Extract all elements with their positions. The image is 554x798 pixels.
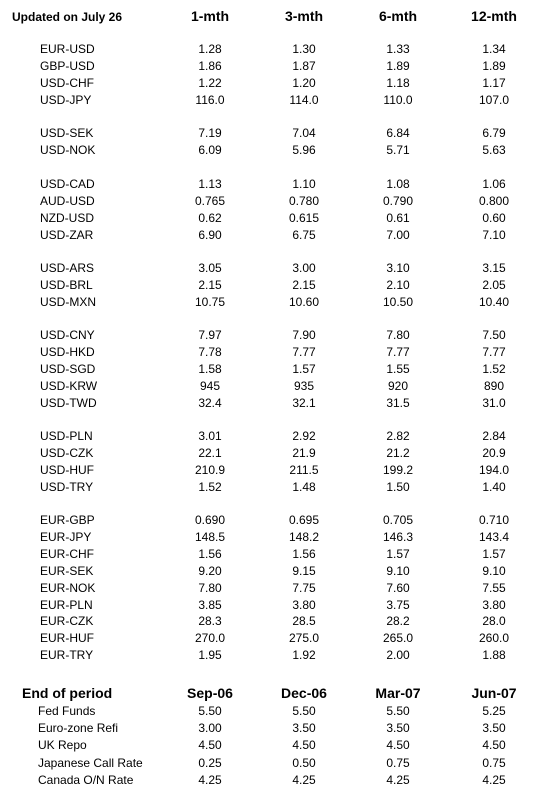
currency-pair-label: GBP-USD bbox=[40, 58, 95, 73]
forecast-value: 3.80 bbox=[292, 597, 316, 612]
currency-row bbox=[0, 228, 554, 245]
forecast-value: 3.85 bbox=[198, 597, 222, 612]
forecast-value: 1.57 bbox=[386, 546, 410, 561]
forecast-value: 1.86 bbox=[198, 58, 222, 73]
forecast-value: 1.10 bbox=[292, 177, 316, 191]
policy-rate-row bbox=[0, 756, 554, 773]
currency-row bbox=[0, 261, 554, 278]
currency-row bbox=[0, 564, 554, 581]
forecast-value: 1.34 bbox=[482, 42, 506, 56]
currency-pair-label: EUR-USD bbox=[40, 42, 95, 56]
currency-pair-label: EUR-PLN bbox=[40, 597, 93, 612]
forecast-value: 1.52 bbox=[482, 361, 506, 376]
forecast-value: 1.17 bbox=[482, 75, 506, 90]
forecast-value: 1.88 bbox=[482, 648, 506, 663]
policy-rate-row bbox=[0, 738, 554, 755]
forecast-value: 0.615 bbox=[288, 210, 320, 225]
forecast-value: 194.0 bbox=[478, 462, 510, 477]
currency-row bbox=[0, 480, 554, 497]
eop-column-header-1: Sep-06 bbox=[187, 685, 233, 701]
forecast-value: 6.90 bbox=[198, 227, 222, 242]
currency-pair-label: USD-CZK bbox=[40, 445, 94, 460]
policy-rate-value: 5.50 bbox=[386, 704, 410, 718]
policy-rate-value: 4.50 bbox=[198, 738, 222, 753]
policy-rate-value: 5.50 bbox=[198, 704, 222, 718]
currency-row bbox=[0, 547, 554, 564]
forecast-value: 2.00 bbox=[386, 648, 410, 663]
forecast-value: 114.0 bbox=[289, 92, 319, 107]
forecast-value: 146.3 bbox=[382, 529, 414, 544]
forecast-value: 270.0 bbox=[194, 631, 226, 646]
forecast-header-row bbox=[0, 8, 554, 28]
forecast-value: 265.0 bbox=[382, 631, 414, 646]
forecast-value: 7.55 bbox=[482, 580, 506, 595]
currency-row bbox=[0, 446, 554, 463]
currency-pair-label: USD-CNY bbox=[40, 328, 95, 342]
currency-row bbox=[0, 194, 554, 211]
policy-rate-value: 0.25 bbox=[198, 755, 222, 770]
forecast-value: 935 bbox=[293, 378, 315, 393]
policy-rate-label: Canada O/N Rate bbox=[38, 772, 134, 787]
forecast-value: 21.2 bbox=[386, 445, 410, 460]
currency-row bbox=[0, 76, 554, 93]
forecast-value: 2.15 bbox=[292, 277, 316, 292]
currency-pair-label: NZD-USD bbox=[40, 210, 94, 225]
forecast-value: 31.0 bbox=[482, 395, 506, 410]
forecast-value: 7.10 bbox=[482, 227, 506, 242]
forecast-value: 3.80 bbox=[482, 597, 506, 612]
forecast-value: 5.71 bbox=[386, 142, 410, 157]
forecast-value: 2.05 bbox=[482, 277, 506, 292]
forecast-value: 210.9 bbox=[194, 462, 226, 477]
currency-row bbox=[0, 530, 554, 547]
currency-row bbox=[0, 59, 554, 76]
forecast-value: 0.800 bbox=[478, 193, 510, 208]
currency-pair-label: USD-JPY bbox=[40, 92, 92, 107]
forecast-value: 260.0 bbox=[478, 631, 510, 646]
forecast-value: 0.765 bbox=[194, 193, 226, 208]
currency-row bbox=[0, 396, 554, 413]
forecast-value: 32.4 bbox=[198, 395, 222, 410]
currency-pair-label: USD-TWD bbox=[40, 395, 97, 410]
forecast-value: 10.40 bbox=[478, 294, 510, 309]
forecast-value: 7.80 bbox=[198, 580, 222, 595]
forecast-value: 116.0 bbox=[195, 92, 225, 107]
currency-row bbox=[0, 93, 554, 110]
forecast-value: 107.0 bbox=[478, 92, 510, 107]
currency-row bbox=[0, 648, 554, 665]
policy-rate-value: 4.25 bbox=[386, 772, 410, 787]
currency-pair-label: USD-CAD bbox=[40, 177, 95, 191]
forecast-value: 1.40 bbox=[482, 479, 506, 494]
policy-rate-value: 0.75 bbox=[482, 755, 506, 770]
currency-pair-label: AUD-USD bbox=[40, 193, 95, 208]
forecast-value: 1.58 bbox=[198, 361, 222, 376]
forecast-value: 10.60 bbox=[288, 294, 320, 309]
policy-rate-value: 3.50 bbox=[292, 721, 316, 736]
forecast-value: 6.84 bbox=[386, 126, 410, 140]
forecast-value: 2.10 bbox=[386, 277, 410, 292]
forecast-value: 0.62 bbox=[198, 210, 222, 225]
forecast-value: 6.79 bbox=[482, 126, 506, 140]
policy-rate-value: 4.25 bbox=[292, 772, 316, 787]
forecast-value: 0.690 bbox=[194, 513, 226, 527]
currency-row bbox=[0, 177, 554, 194]
eop-column-header-4: Jun-07 bbox=[471, 685, 517, 701]
forecast-value: 22.1 bbox=[198, 445, 222, 460]
forecast-value: 920 bbox=[387, 378, 409, 393]
forecast-value: 1.48 bbox=[292, 479, 316, 494]
policy-rate-row bbox=[0, 773, 554, 790]
forecast-value: 1.33 bbox=[386, 42, 410, 56]
policy-rate-value: 5.50 bbox=[292, 704, 316, 718]
forecast-value: 1.56 bbox=[198, 546, 222, 561]
forecast-value: 7.97 bbox=[198, 328, 222, 342]
column-header-6-mth: 6-mth bbox=[378, 8, 418, 24]
forecast-value: 0.705 bbox=[382, 513, 414, 527]
forecast-value: 3.10 bbox=[386, 261, 410, 275]
forecast-value: 7.78 bbox=[198, 344, 222, 359]
forecast-value: 20.9 bbox=[482, 445, 506, 460]
forecast-value: 7.75 bbox=[292, 580, 316, 595]
forecast-value: 3.15 bbox=[482, 261, 506, 275]
currency-pair-label: USD-HKD bbox=[40, 344, 95, 359]
currency-row bbox=[0, 614, 554, 631]
currency-row bbox=[0, 295, 554, 312]
policy-rate-label: Japanese Call Rate bbox=[38, 755, 143, 770]
forecast-value: 1.06 bbox=[482, 177, 506, 191]
forecast-value: 7.77 bbox=[386, 344, 410, 359]
forecast-value: 1.95 bbox=[198, 648, 222, 663]
forecast-value: 945 bbox=[199, 378, 221, 393]
forecast-value: 1.08 bbox=[386, 177, 410, 191]
currency-pair-label: USD-PLN bbox=[40, 429, 93, 443]
policy-rate-value: 3.00 bbox=[198, 721, 222, 736]
forecast-value: 1.20 bbox=[292, 75, 316, 90]
forecast-value: 3.00 bbox=[292, 261, 316, 275]
end-of-period-header-row bbox=[0, 685, 554, 705]
forecast-value: 31.5 bbox=[386, 395, 410, 410]
currency-pair-label: EUR-NOK bbox=[40, 580, 96, 595]
currency-row bbox=[0, 429, 554, 446]
policy-rate-row bbox=[0, 704, 554, 721]
forecast-value: 1.89 bbox=[482, 58, 506, 73]
policy-rate-value: 3.50 bbox=[482, 721, 506, 736]
forecast-value: 7.19 bbox=[198, 126, 222, 140]
forecast-value: 1.89 bbox=[386, 58, 410, 73]
forecast-value: 9.10 bbox=[386, 563, 410, 578]
column-header-1-mth: 1-mth bbox=[190, 8, 230, 24]
currency-pair-label: USD-MXN bbox=[40, 294, 96, 309]
forecast-value: 10.50 bbox=[382, 294, 414, 309]
forecast-value: 28.5 bbox=[292, 614, 316, 629]
forecast-value: 0.710 bbox=[478, 513, 510, 527]
updated-date-label: Updated on July 26 bbox=[12, 10, 123, 24]
policy-rate-value: 4.50 bbox=[292, 738, 316, 753]
currency-pair-label: USD-HUF bbox=[40, 462, 94, 477]
forecast-value: 1.52 bbox=[198, 479, 222, 494]
currency-row bbox=[0, 278, 554, 295]
forecast-value: 0.61 bbox=[386, 210, 410, 225]
forecast-value: 1.13 bbox=[198, 177, 222, 191]
forecast-value: 211.5 bbox=[289, 462, 319, 477]
forecast-value: 5.63 bbox=[482, 142, 506, 157]
currency-row bbox=[0, 513, 554, 530]
forecast-value: 199.2 bbox=[382, 462, 414, 477]
policy-rate-value: 3.50 bbox=[386, 721, 410, 736]
forecast-value: 28.0 bbox=[482, 614, 506, 629]
policy-rate-value: 0.75 bbox=[386, 755, 410, 770]
currency-row bbox=[0, 631, 554, 648]
policy-rate-row bbox=[0, 721, 554, 738]
currency-row bbox=[0, 42, 554, 59]
currency-pair-label: USD-TRY bbox=[40, 479, 94, 494]
column-header-3-mth: 3-mth bbox=[284, 8, 324, 24]
forecast-value: 2.92 bbox=[292, 429, 316, 443]
policy-rate-value: 4.50 bbox=[482, 738, 506, 753]
forecast-value: 110.0 bbox=[383, 92, 413, 107]
forecast-value: 7.00 bbox=[386, 227, 410, 242]
forecast-value: 28.3 bbox=[198, 614, 222, 629]
forecast-value: 3.75 bbox=[386, 597, 410, 612]
forecast-value: 2.82 bbox=[386, 429, 410, 443]
forecast-value: 3.05 bbox=[198, 261, 222, 275]
policy-rate-value: 4.25 bbox=[198, 772, 222, 787]
forecast-value: 1.30 bbox=[292, 42, 316, 56]
currency-row bbox=[0, 143, 554, 160]
forecast-value: 7.77 bbox=[292, 344, 316, 359]
forecast-value: 275.0 bbox=[288, 631, 320, 646]
policy-rate-value: 4.50 bbox=[386, 738, 410, 753]
forecast-value: 3.01 bbox=[198, 429, 222, 443]
forecast-value: 148.5 bbox=[194, 529, 226, 544]
forecast-value: 148.2 bbox=[288, 529, 320, 544]
forecast-value: 6.75 bbox=[292, 227, 316, 242]
forecast-value: 7.60 bbox=[386, 580, 410, 595]
currency-pair-label: EUR-TRY bbox=[40, 648, 94, 663]
forecast-value: 1.87 bbox=[292, 58, 316, 73]
forecast-value: 1.22 bbox=[198, 75, 222, 90]
currency-pair-label: EUR-CHF bbox=[40, 546, 94, 561]
eop-column-header-2: Dec-06 bbox=[281, 685, 327, 701]
forecast-value: 1.18 bbox=[386, 75, 410, 90]
forecast-value: 0.790 bbox=[382, 193, 414, 208]
policy-rate-label: Euro-zone Refi bbox=[38, 721, 119, 736]
policy-rate-value: 0.50 bbox=[292, 755, 316, 770]
currency-pair-label: EUR-GBP bbox=[40, 513, 95, 527]
forecast-value: 1.57 bbox=[292, 361, 316, 376]
currency-pair-label: USD-SGD bbox=[40, 361, 96, 376]
forecast-value: 9.10 bbox=[482, 563, 506, 578]
forecast-value: 890 bbox=[483, 378, 505, 393]
forecast-value: 2.15 bbox=[198, 277, 222, 292]
currency-row bbox=[0, 345, 554, 362]
forecast-value: 5.96 bbox=[292, 142, 316, 157]
policy-rate-value: 4.25 bbox=[482, 772, 506, 787]
forecast-value: 2.84 bbox=[482, 429, 506, 443]
currency-pair-label: USD-ZAR bbox=[40, 227, 94, 242]
end-of-period-title: End of period bbox=[22, 685, 113, 701]
currency-row bbox=[0, 379, 554, 396]
forecast-value: 28.2 bbox=[386, 614, 410, 629]
forecast-value: 1.56 bbox=[292, 546, 316, 561]
forecast-value: 0.695 bbox=[288, 513, 320, 527]
forecast-value: 143.4 bbox=[478, 529, 510, 544]
eop-column-header-3: Mar-07 bbox=[375, 685, 421, 701]
forecast-value: 1.55 bbox=[386, 361, 410, 376]
currency-pair-label: EUR-HUF bbox=[40, 631, 94, 646]
column-header-12-mth: 12-mth bbox=[471, 8, 517, 24]
currency-pair-label: EUR-CZK bbox=[40, 614, 94, 629]
currency-pair-label: USD-BRL bbox=[40, 277, 93, 292]
forecast-value: 7.80 bbox=[386, 328, 410, 342]
currency-row bbox=[0, 362, 554, 379]
currency-pair-label: USD-KRW bbox=[40, 378, 98, 393]
forecast-value: 0.60 bbox=[482, 210, 506, 225]
forecast-value: 32.1 bbox=[292, 395, 316, 410]
forecast-value: 7.90 bbox=[292, 328, 316, 342]
forecast-value: 7.50 bbox=[482, 328, 506, 342]
currency-row bbox=[0, 581, 554, 598]
policy-rate-label: Fed Funds bbox=[38, 704, 96, 718]
currency-pair-label: EUR-JPY bbox=[40, 529, 92, 544]
currency-row bbox=[0, 211, 554, 228]
currency-row bbox=[0, 126, 554, 143]
currency-pair-label: USD-CHF bbox=[40, 75, 94, 90]
forecast-value: 7.77 bbox=[482, 344, 506, 359]
currency-row bbox=[0, 463, 554, 480]
currency-pair-label: USD-ARS bbox=[40, 261, 95, 275]
currency-row bbox=[0, 598, 554, 615]
forecast-value: 1.28 bbox=[198, 42, 222, 56]
forecast-value: 9.15 bbox=[292, 563, 316, 578]
forecast-value: 1.92 bbox=[292, 648, 316, 663]
currency-pair-label: USD-SEK bbox=[40, 126, 94, 140]
forecast-value: 1.57 bbox=[482, 546, 506, 561]
forecast-value: 10.75 bbox=[194, 294, 226, 309]
forecast-value: 6.09 bbox=[198, 142, 222, 157]
policy-rate-label: UK Repo bbox=[38, 738, 87, 753]
currency-row bbox=[0, 328, 554, 345]
policy-rate-value: 5.25 bbox=[482, 704, 506, 718]
currency-pair-label: EUR-SEK bbox=[40, 563, 94, 578]
forecast-value: 0.780 bbox=[288, 193, 320, 208]
forecast-value: 21.9 bbox=[292, 445, 316, 460]
forecast-value: 1.50 bbox=[386, 479, 410, 494]
forecast-value: 9.20 bbox=[198, 563, 222, 578]
currency-pair-label: USD-NOK bbox=[40, 142, 96, 157]
forecast-value: 7.04 bbox=[292, 126, 316, 140]
